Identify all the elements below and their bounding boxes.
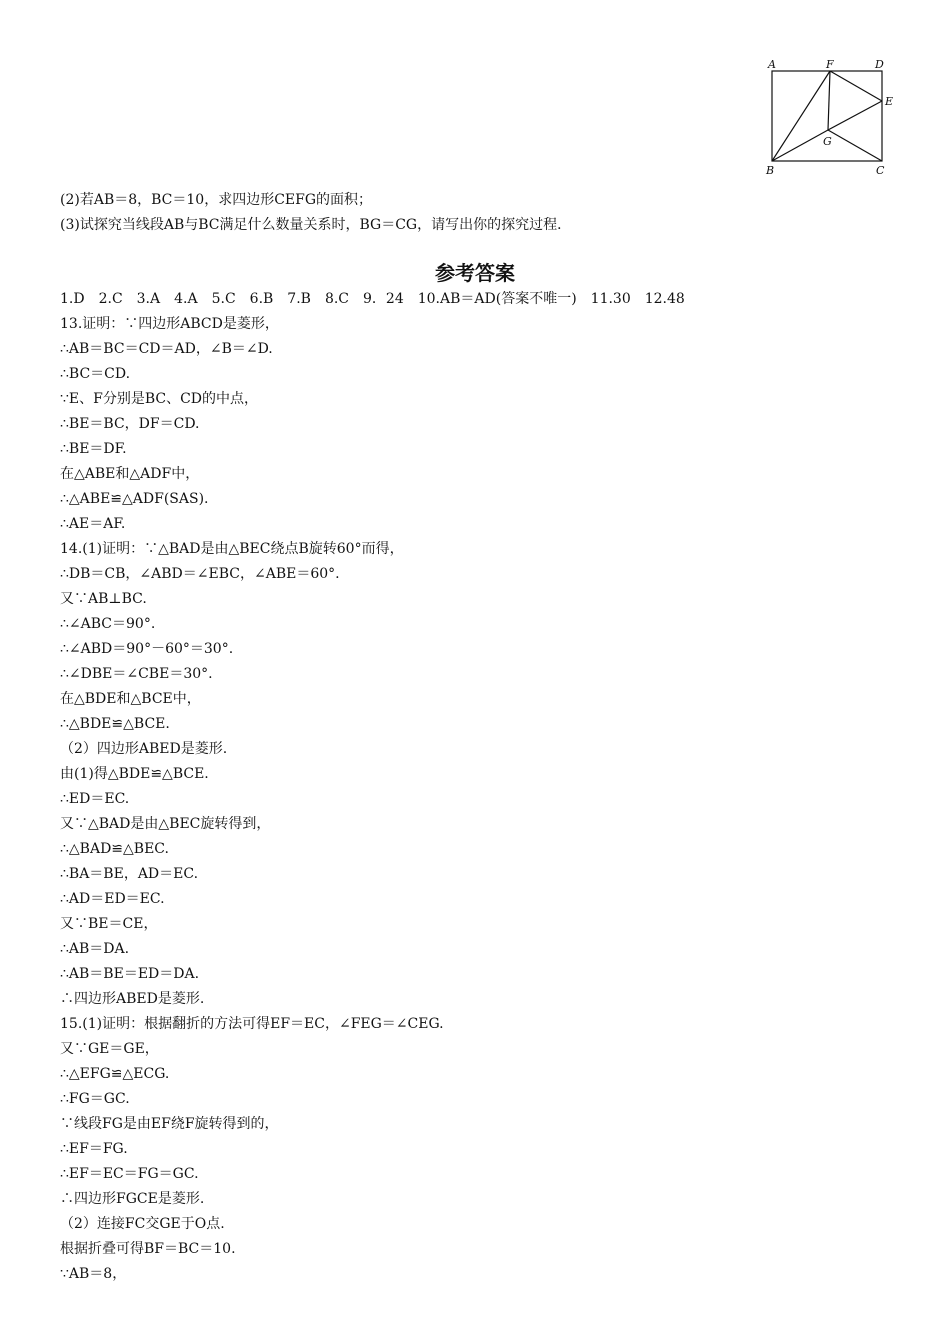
answer-line: ∴AB＝DA. [60,941,130,957]
answer-line: ∴∠ABC＝90°. [60,616,156,632]
label-d: D [875,58,884,71]
segment-ge [828,101,882,130]
answer-line: 1.D 2.C 3.A 4.A 5.C 6.B 7.B 8.C 9．24 10.AB＝AD(答案不唯一) 11.30 12.48 [60,291,685,307]
answer-line: ∴△EFG≌△ECG. [60,1066,170,1082]
segment-bf [772,71,830,161]
answer-line: 在△BDE和△BCE中， [60,691,201,707]
answer-line: ∴FG＝GC. [60,1091,130,1107]
answer-line: ∴EF＝EC＝FG＝GC. [60,1166,199,1182]
answer-line: ∴BE＝BC，DF＝CD. [60,416,200,432]
label-c: C [876,164,885,177]
answer-line: ∴△BDE≌△BCE. [60,716,170,732]
answer-line: ∴BE＝DF. [60,441,127,457]
answer-line: ∴AE＝AF. [60,516,126,532]
label-f: F [826,58,834,71]
answer-line: （2）四边形ABED是菱形. [60,741,228,757]
answer-line: ∴∠DBE＝∠CBE＝30°. [60,666,213,682]
answer-line: ∴BA＝BE，AD＝EC. [60,866,199,882]
answer-line: 14.(1)证明：∵△BAD是由△BEC绕点B旋转60°而得， [60,541,404,557]
answer-line: （2）连接FC交GE于O点. [60,1216,225,1232]
answer-line: 又∵GE＝GE， [60,1041,159,1057]
answers-heading: 参考答案 [435,261,515,285]
answer-line: ∵线段FG是由EF绕F旋转得到的， [60,1116,279,1132]
geometry-figure [762,56,902,180]
segment-bg [772,130,828,161]
answer-line: 在△ABE和△ADF中， [60,466,200,482]
answer-line: 根据折叠可得BF＝BC＝10. [60,1241,236,1257]
segment-gc [828,130,882,161]
answer-line: 15.(1)证明：根据翻折的方法可得EF＝EC，∠FEG＝∠CEG. [60,1016,444,1032]
answer-line: ∴EF＝FG. [60,1141,128,1157]
answer-line: ∴AB＝BC＝CD＝AD，∠B＝∠D. [60,341,273,357]
answer-line: 由(1)得△BDE≌△BCE. [60,766,209,782]
answer-line: ∴ED＝EC. [60,791,130,807]
label-e: E [885,95,894,108]
label-a: A [768,58,776,71]
segment-fe [830,71,882,101]
question-part-3: (3)试探究当线段AB与BC满足什么数量关系时，BG＝CG，请写出你的探究过程． [60,217,572,233]
answer-line: 又∵△BAD是由△BEC旋转得到， [60,816,271,832]
answer-line: ∴AD＝ED＝EC. [60,891,165,907]
answer-section [60,287,900,1287]
answer-line: 又∵AB⊥BC. [60,591,147,607]
answer-line: ∴△BAD≌△BEC. [60,841,169,857]
answer-line: 13.证明：∵四边形ABCD是菱形， [60,316,279,332]
answer-line: ∴DB＝CB，∠ABD＝∠EBC，∠ABE＝60°. [60,566,340,582]
answer-line: ∵E、F分别是BC、CD的中点， [60,391,259,407]
rectangle-fold-diagram [762,56,902,180]
question-part-2: (2)若AB＝8，BC＝10，求四边形CEFG的面积； [60,192,373,208]
answer-line: ∴∠ABD＝90°－60°＝30°. [60,641,234,657]
answer-line: ∴AB＝BE＝ED＝DA. [60,966,200,982]
answer-line: ∴四边形ABED是菱形. [60,991,205,1007]
answer-line: ∴BC＝CD. [60,366,131,382]
label-b: B [766,164,775,177]
answer-line: ∵AB＝8， [60,1266,127,1282]
segment-fg [828,71,830,130]
label-g: G [823,135,832,148]
answer-line: ∴四边形FGCE是菱形. [60,1191,205,1207]
answer-line: 又∵BE＝CE， [60,916,158,932]
question-section [60,188,900,238]
answer-line: ∴△ABE≌△ADF(SAS). [60,491,209,507]
